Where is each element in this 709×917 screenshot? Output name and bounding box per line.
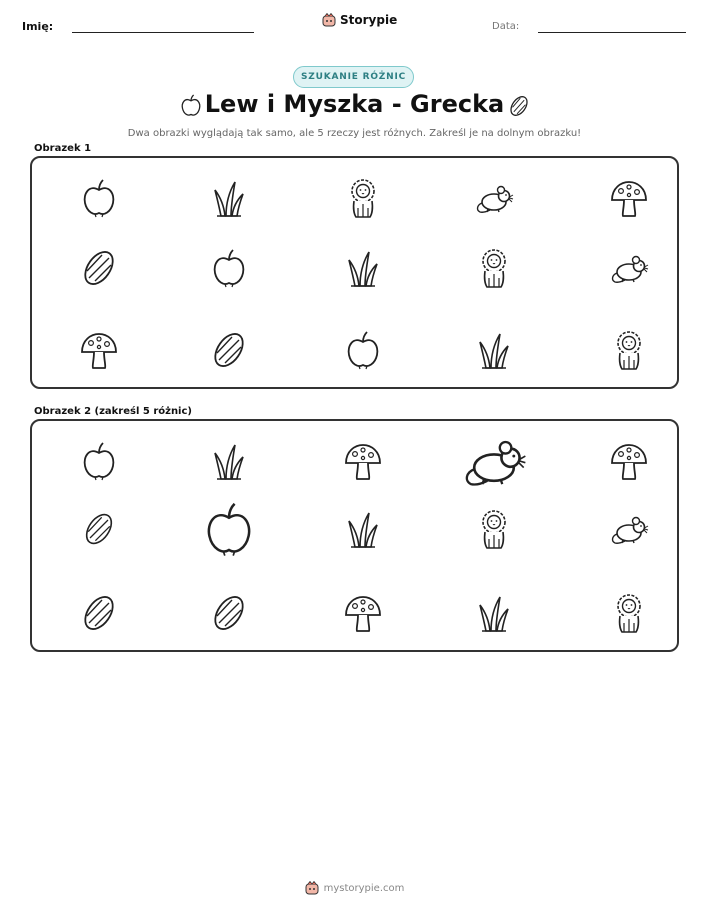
mouse-icon[interactable]	[461, 428, 527, 494]
date-label: Data:	[492, 21, 520, 32]
seed-icon[interactable]	[209, 593, 249, 633]
date-line[interactable]	[538, 32, 686, 33]
picture1-label: Obrazek 1	[34, 143, 92, 154]
mushroom-icon[interactable]	[343, 441, 383, 481]
grass-icon[interactable]	[209, 441, 249, 481]
name-line[interactable]	[72, 32, 254, 33]
instructions: Dwa obrazki wyglądają tak samo, ale 5 rzeczy jest różnych. Zakreśl je na dolnym obrazku!	[127, 128, 582, 139]
activity-badge: SZUKANIE RÓŻNIC	[293, 66, 414, 88]
seed-icon	[79, 248, 119, 288]
seed-icon	[506, 93, 532, 119]
seed-icon[interactable]	[81, 511, 117, 547]
mouse-icon	[609, 248, 649, 288]
lion-icon	[474, 248, 514, 288]
picture2-panel[interactable]	[30, 419, 679, 652]
grass-icon	[343, 248, 383, 288]
mouse-icon	[474, 178, 514, 218]
lion-icon	[609, 330, 649, 370]
mushroom-icon[interactable]	[343, 593, 383, 633]
storypie-logo-icon	[322, 13, 336, 27]
grass-icon	[209, 178, 249, 218]
picture1-panel	[30, 156, 679, 389]
name-label: Imię:	[22, 20, 54, 33]
page-title: Lew i Myszka - Grecka	[204, 90, 505, 118]
picture2-label: Obrazek 2 (zakreśl 5 różnic)	[34, 406, 192, 417]
apple-icon[interactable]	[79, 441, 119, 481]
mushroom-icon	[609, 178, 649, 218]
seed-icon	[209, 330, 249, 370]
apple-icon	[343, 330, 383, 370]
mushroom-icon	[79, 330, 119, 370]
apple-icon	[209, 248, 249, 288]
apple-icon[interactable]	[201, 501, 257, 557]
brand-name: Storypie	[340, 13, 398, 27]
grass-icon	[474, 330, 514, 370]
mouse-icon[interactable]	[609, 509, 649, 549]
footer-url: mystorypie.com	[323, 882, 405, 894]
mushroom-icon[interactable]	[609, 441, 649, 481]
brand	[322, 13, 397, 27]
lion-icon[interactable]	[474, 509, 514, 549]
lion-icon	[343, 178, 383, 218]
lion-icon[interactable]	[609, 593, 649, 633]
storypie-logo-icon	[305, 881, 319, 895]
apple-icon	[79, 178, 119, 218]
footer	[0, 881, 709, 895]
grass-icon[interactable]	[474, 593, 514, 633]
seed-icon[interactable]	[79, 593, 119, 633]
grass-icon[interactable]	[343, 509, 383, 549]
